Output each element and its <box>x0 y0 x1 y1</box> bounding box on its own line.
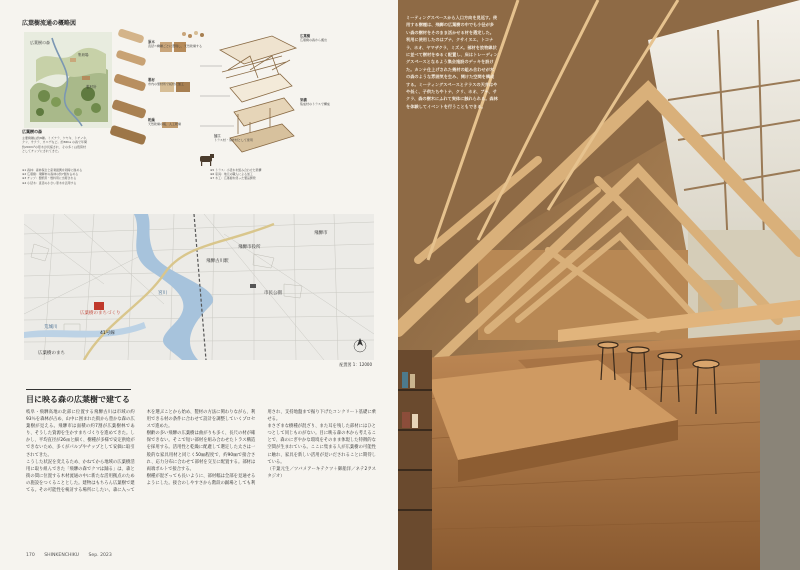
map-label: 飛騨市役所 <box>238 245 261 250</box>
map-label: 飛騨市 <box>314 231 328 236</box>
callout-title: 乾燥 <box>148 118 155 122</box>
body-paragraph: 樹齢の多い飛騨の広葉樹は曲がりも多く、長尺の材が確保できない。そこで短い部材を組み合わせたトラス構造を採用する。活用性と乾燥に配慮して選定した太さは一般的な家具用材と同じく50㎜程度で、約90㎜で接合され、応力分布に合わせて部材を交互に配置する。部材は両端ボルトで接合する。 <box>146 431 256 472</box>
watershed-label: 製材所 <box>86 85 97 89</box>
body-paragraph: まさざまな樹種が混ざり、また耳を残した部材にはひとつとして同じものがない。目に映る森の木から考えることで、森のにぎやかな環境をそのまま体現した特徴的な空間が生まれている。ここに集まる人が広葉樹の可能性に触れ、家具を新しい活用が見いだされることに期待している。 <box>267 424 376 465</box>
watershed-label: 集荷場 <box>78 53 89 57</box>
notes-column-right <box>210 168 378 185</box>
magazine-name: SHINKENCHIKU <box>44 553 80 558</box>
byline: （千葉元生／ツバメアーキテクツ＋御船洋／ネテ2ヲスタジオ） <box>267 466 376 479</box>
legend-line: クリ、サクラ、カエデなど。約36ha の森で年間 <box>22 140 88 145</box>
page-number: 170 <box>26 553 35 558</box>
callout-title: 架構 <box>300 98 307 102</box>
map-label: 41号線 <box>100 331 115 336</box>
callout-title: 広葉樹 <box>300 34 311 38</box>
map-label: 広葉樹のまちづくり <box>80 311 121 316</box>
note-line: ※3 チップ：製紙用・燃料用に出荷される <box>22 176 77 181</box>
legend-line: としてチップにされてきた。 <box>22 149 61 154</box>
axonometric-diagram <box>100 26 300 176</box>
legend-line: 約200m³の原木が伐採され、その多くは低質材 <box>22 144 87 149</box>
watershed-label: 広葉樹の森 <box>30 40 50 45</box>
note-line: ※7 木工：広葉樹を使った製品開発 <box>210 176 256 181</box>
legend-title: 広葉樹の森 <box>22 129 42 134</box>
map-caption: 配置図 1：12000 <box>339 362 372 367</box>
site-marker <box>94 302 104 310</box>
article-body <box>26 409 376 539</box>
livestock-icon <box>200 154 214 166</box>
callout <box>300 34 358 42</box>
callout <box>148 118 206 126</box>
callout <box>148 78 206 86</box>
body-paragraph: 岐阜・飛騨高地の北部に位置する飛騨古川は市域の約93％を森林が占め、山中に囲まれた街から豊かな森の広葉樹が見える。飛騨市は面積の約7割が広葉樹林であり、そうした資源を生かすまちづくりを進めてきた。しかし、平均直径が26㎝と細く、樹種が多様で安定供給ができないため、多くがパルプやチップとして安価に取引されてきた。 <box>26 410 135 458</box>
callout-text: 集成材のトラスで構成 <box>300 102 330 106</box>
map-label: 宮川 <box>158 291 167 296</box>
photo-caption: ミーティングスペースから入口方向を見返す。使用する樹種は、飛騨の広葉樹の中でも小径が多い森の樹材をそのまま活かせる材を選定した。利用に使用したのはブナ、クサイヌエ、トコナラ、ホオ、ヤマザクラ、ミズメ。部材を放物線状に並べて樹材をゆるく配置し、床はトレーディングスペースとなるよう集会施設のデッキを設けた。カンナ仕上げされた幾材の組み合わせが木の森のような雰囲気を生み、開けた空間を構成する。ミーティングスペースとテラスの天井はやや低く、子供たちやトナ、クリ、ホオ、ブナ、サクラ、森の樹木にふれて実体に触れられる。森林を体験してイベントを行うこともできる。 <box>406 15 498 109</box>
callout-title: 製材 <box>148 78 155 82</box>
site-map <box>24 214 374 360</box>
folio <box>26 553 120 558</box>
legend-line: 主要樹種は約8種。ミズナラ、ケヤキ、トチノキ、 <box>22 135 89 140</box>
callout-text: トラス材・造作材として使用 <box>214 138 253 142</box>
left-page <box>0 0 398 570</box>
note-line: ※4 小径木：直径の小さい原木を活用する <box>22 180 77 185</box>
map-label: 荒城川 <box>44 325 58 330</box>
note-line: ※5 トラス：小径木を組み合わせた架構 <box>210 168 262 172</box>
right-page <box>398 0 800 570</box>
note-line: ※1 森林：森林保全と産業振興を同時に進める <box>22 168 83 172</box>
callout <box>214 134 272 142</box>
diagram-notes <box>22 168 378 185</box>
section-heading: 目に映る森の広葉樹で建てる <box>26 395 130 404</box>
callout <box>148 40 206 48</box>
bookshelf <box>398 350 432 570</box>
log-stack <box>109 28 146 145</box>
section-rule <box>26 389 131 390</box>
callout-text: 広葉樹の森から搬出 <box>300 38 328 42</box>
callout-title: 原木 <box>148 40 155 44</box>
notes-column-left <box>22 168 190 185</box>
callout-text: 天然乾燥の後、人工乾燥 <box>148 122 182 126</box>
note-line: ※6 家具：地元の職人による加工 <box>210 172 253 177</box>
callout-title: 加工 <box>214 134 221 138</box>
map-label: 広葉樹のまち <box>38 351 65 356</box>
note-line: ※2 広葉樹：飛騨市の森林の約7割を占める <box>22 172 79 177</box>
body-paragraph: こうした状況を変えるため、かねてから地域の広葉樹活用に取り組んできた「飛騨の森でクマは踊る」は、森と街の間に位置する木材流通の中に新たな活用拠点のための施設をつくることとした。建物はもちろん広葉樹で建てる。その可能性を検討する場所にしたい。森に入って木を選ぶことから始め、製材の方法に関わりながら、利用できる材の条件に合わせて設計を調整していくプロセスで進めた。 <box>26 410 256 494</box>
diagram-title: 広葉樹流通の概略図 <box>22 20 77 27</box>
map-label: 飛騨古川駅 <box>206 259 229 264</box>
callout-text: 直径・樹種ごとに選別し、天然乾燥する <box>148 44 203 48</box>
callout <box>300 98 358 106</box>
callout-text: 市内の製材所で板材に加工 <box>148 82 185 86</box>
body-paragraph: 樹種が混ざっても長いように、部材幅は全部を見通せるようにした。接合のしやすさから階段の踊場としても利用され、支持地盤まで掘り下げたコンクリート基礎に乗せる。 <box>146 410 376 486</box>
map-label: 市民公園 <box>264 291 282 296</box>
issue-date: Sep. 2023 <box>88 553 112 558</box>
